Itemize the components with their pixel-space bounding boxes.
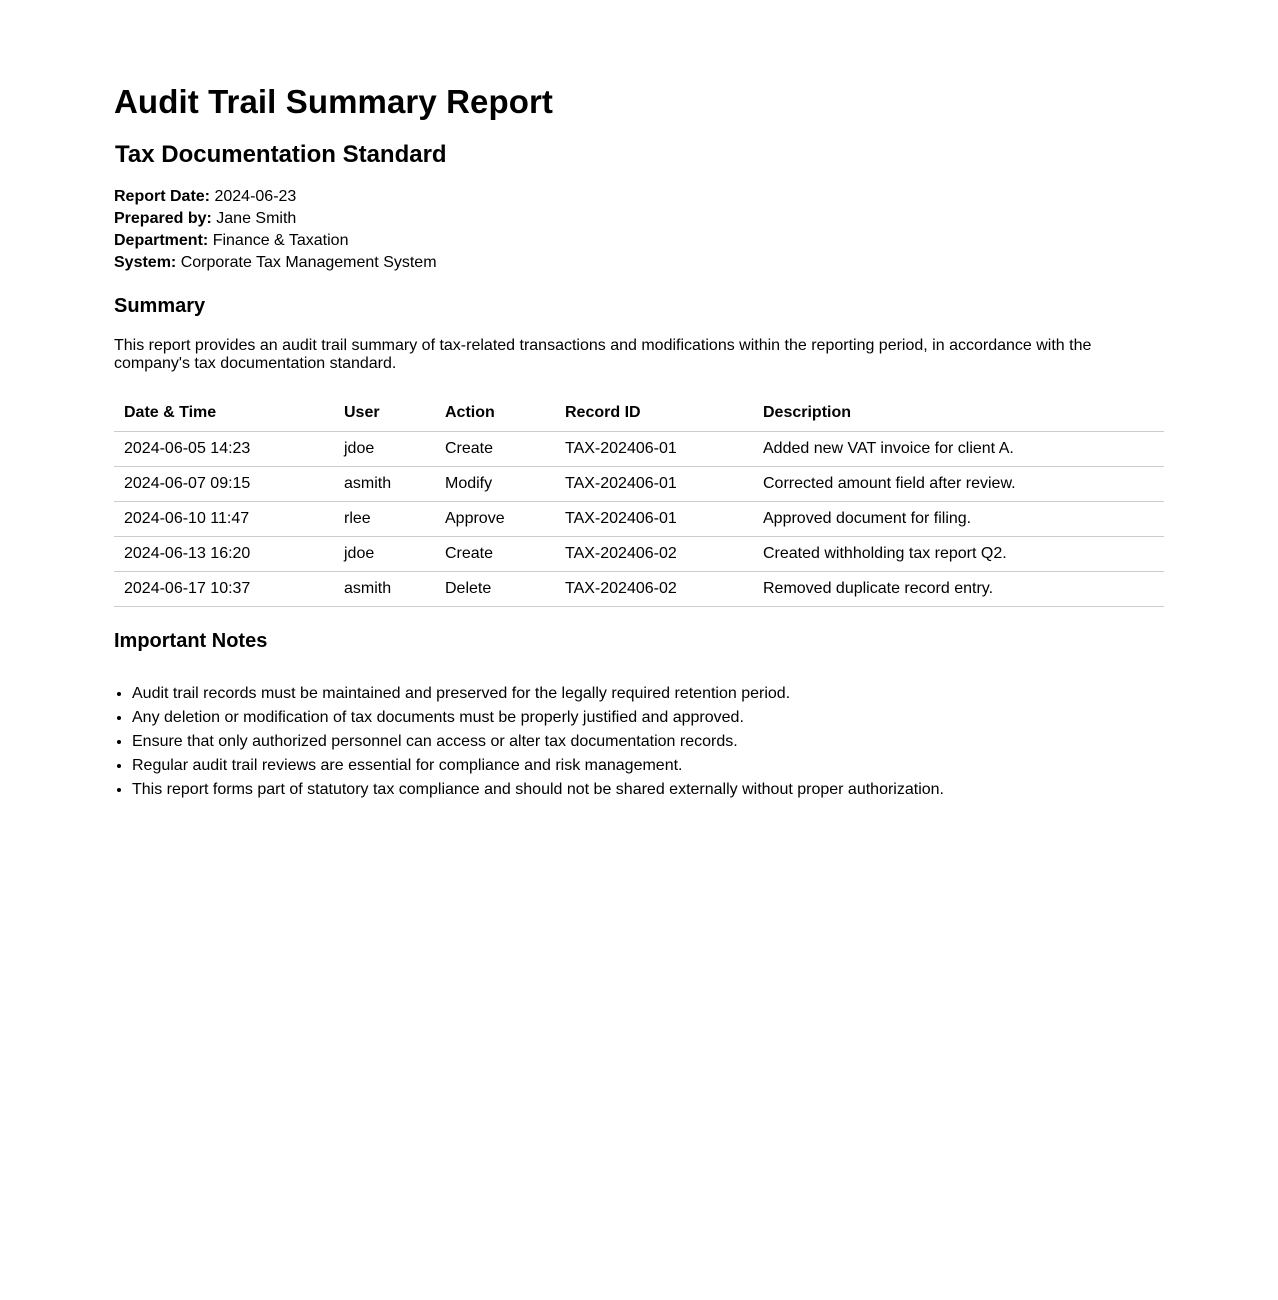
meta-department xyxy=(114,230,1164,252)
column-header-record-id: Record ID xyxy=(555,395,753,432)
notes-list xyxy=(114,682,1164,802)
meta-prepared-by xyxy=(114,208,1164,230)
cell-date-time: 2024-06-10 11:47 xyxy=(114,502,334,537)
cell-date-time: 2024-06-05 14:23 xyxy=(114,432,334,467)
meta-value: Jane Smith xyxy=(216,210,297,227)
meta-label: Report Date: xyxy=(114,188,211,205)
summary-text: This report provides an audit trail summary of tax-related transactions and modifications within the reporting period, in accordance with the company's tax documentation standard. xyxy=(114,337,1092,372)
cell-user: asmith xyxy=(334,467,435,502)
column-header-action: Action xyxy=(435,395,555,432)
meta-value: Corporate Tax Management System xyxy=(180,254,437,271)
cell-record-id: TAX-202406-02 xyxy=(555,537,753,572)
column-header-user: User xyxy=(334,395,435,432)
cell-action: Delete xyxy=(435,572,555,607)
cell-record-id: TAX-202406-01 xyxy=(555,467,753,502)
table-row xyxy=(114,467,1164,502)
notes-heading: Important Notes xyxy=(114,630,268,652)
meta-value: 2024-06-23 xyxy=(214,188,297,205)
meta-report-date xyxy=(114,186,1164,208)
cell-description: Removed duplicate record entry. xyxy=(753,572,1164,607)
list-item: • This report forms part of statutory tax compliance and should not be shared externally without proper authorization. xyxy=(132,778,1164,802)
column-header-date-time: Date & Time xyxy=(114,395,334,432)
list-item: • Regular audit trail reviews are essential for compliance and risk management. xyxy=(132,754,1164,778)
table-row xyxy=(114,432,1164,467)
cell-user: asmith xyxy=(334,572,435,607)
cell-record-id: TAX-202406-01 xyxy=(555,502,753,537)
list-item: • Ensure that only authorized personnel can access or alter tax documentation records. xyxy=(132,730,1164,754)
cell-description: Added new VAT invoice for client A. xyxy=(753,432,1164,467)
cell-description: Approved document for filing. xyxy=(753,502,1164,537)
meta-label: System: xyxy=(114,254,177,271)
meta-system xyxy=(114,252,1164,274)
cell-user: jdoe xyxy=(334,537,435,572)
table-row xyxy=(114,537,1164,572)
table-row xyxy=(114,502,1164,537)
cell-record-id: TAX-202406-01 xyxy=(555,432,753,467)
cell-action: Modify xyxy=(435,467,555,502)
meta-label: Department: xyxy=(114,232,209,249)
meta-value: Finance & Taxation xyxy=(212,232,349,249)
cell-action: Approve xyxy=(435,502,555,537)
cell-date-time: 2024-06-13 16:20 xyxy=(114,537,334,572)
report-title: Audit Trail Summary Report xyxy=(114,83,554,120)
table-header-row xyxy=(114,395,1164,432)
meta-label: Prepared by: xyxy=(114,210,212,227)
cell-description: Created withholding tax report Q2. xyxy=(753,537,1164,572)
cell-record-id: TAX-202406-02 xyxy=(555,572,753,607)
cell-description: Corrected amount field after review. xyxy=(753,467,1164,502)
table-row xyxy=(114,572,1164,607)
report-page xyxy=(114,0,1164,802)
list-item: • Any deletion or modification of tax documents must be properly justified and approved. xyxy=(132,706,1164,730)
cell-date-time: 2024-06-17 10:37 xyxy=(114,572,334,607)
report-metadata xyxy=(114,186,1164,274)
list-item: • Audit trail records must be maintained and preserved for the legally required retention period. xyxy=(132,682,1164,706)
cell-user: jdoe xyxy=(334,432,435,467)
cell-action: Create xyxy=(435,537,555,572)
cell-user: rlee xyxy=(334,502,435,537)
audit-trail-table xyxy=(114,395,1164,607)
report-subtitle: Tax Documentation Standard xyxy=(115,141,447,168)
column-header-description: Description xyxy=(753,395,1164,432)
cell-date-time: 2024-06-07 09:15 xyxy=(114,467,334,502)
summary-heading: Summary xyxy=(114,295,206,317)
cell-action: Create xyxy=(435,432,555,467)
